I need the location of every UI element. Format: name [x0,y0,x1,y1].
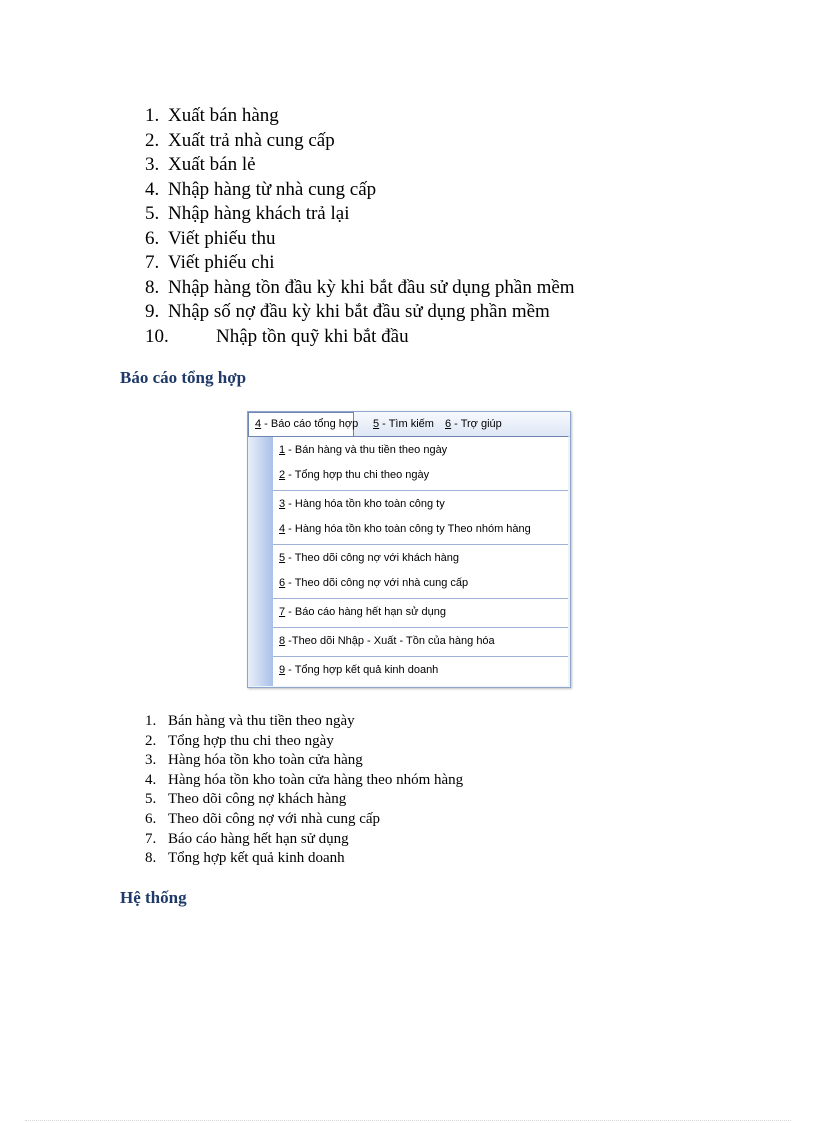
menu-item-sales-by-day[interactable]: 1 - Bán hàng và thu tiền theo ngày [279,444,448,456]
menu-item-cash-summary[interactable]: 2 - Tổng hợp thu chi theo ngày [279,469,430,481]
reports-menu-screenshot [247,411,571,688]
list-item: 3. Xuất bán lẻ [145,154,256,175]
section-heading-system: Hệ thống [120,888,187,907]
menu-separator [273,598,568,599]
menu-separator [273,656,568,657]
reports-dropdown [248,436,568,686]
list-item: 8. Nhập hàng tồn đầu kỳ khi bắt đầu sử dụng phần mềm [145,276,575,298]
menu-separator [273,627,568,628]
menu-item-business-results[interactable]: 9 - Tổng hợp kết quả kinh doanh [279,664,439,676]
list-item: 5. Nhập hàng khách trả lại [145,203,350,224]
menu-separator [273,490,568,491]
menu-reports[interactable]: 4 - Báo cáo tổng hợp [248,412,354,436]
list-item: 7. Viết phiếu chi [145,252,275,273]
menu-item-expired-goods[interactable]: 7 - Báo cáo hàng hết hạn sử dụng [279,606,446,618]
menu-separator [273,544,568,545]
menu-item-stock-movement[interactable]: 8 -Theo dõi Nhập - Xuất - Tồn của hàng hóa [279,635,495,647]
list-item: 2. Xuất trả nhà cung cấp [145,129,335,151]
list-item: 6. Theo dõi công nợ với nhà cung cấp [145,810,381,827]
transaction-list [145,104,575,349]
menu-bar [248,412,570,437]
menu-item-inventory-by-group[interactable]: 4 - Hàng hóa tồn kho toàn công ty Theo nhóm hàng [279,523,531,535]
menu-gutter [248,437,273,686]
section-heading-reports: Báo cáo tổng hợp [120,368,247,387]
reports-list [145,712,463,869]
list-item: 4. Nhập hàng từ nhà cung cấp [145,178,377,200]
menu-help[interactable]: 6 - Trợ giúp [445,418,502,430]
page-bottom-rule [25,1120,791,1121]
list-item: 8. Tổng hợp kết quả kinh doanh [145,850,345,867]
list-item: 9. Nhập số nợ đầu kỳ khi bắt đầu sử dụng phần mềm [145,301,550,322]
menu-item-supplier-debt[interactable]: 6 - Theo dõi công nợ với nhà cung cấp [279,577,469,589]
list-item: 1. Xuất bán hàng [145,105,279,126]
list-item: 4. Hàng hóa tồn kho toàn cửa hàng theo nhóm hàng [145,771,464,788]
list-item: 3. Hàng hóa tồn kho toàn cửa hàng [145,752,363,769]
menu-search[interactable]: 5 - Tìm kiếm [373,418,434,430]
menu-item-customer-debt[interactable]: 5 - Theo dõi công nợ với khách hàng [279,552,459,564]
menu-item-inventory[interactable]: 3 - Hàng hóa tồn kho toàn công ty [279,498,445,510]
list-item: 2. Tổng hợp thu chi theo ngày [145,732,334,749]
list-item: 1. Bán hàng và thu tiền theo ngày [145,713,355,729]
list-item: 10. Nhập tồn quỹ khi bắt đầu [145,325,409,347]
list-item: 5. Theo dõi công nợ khách hàng [145,791,347,808]
list-item: 7. Báo cáo hàng hết hạn sử dụng [145,830,349,847]
list-item: 6. Viết phiếu thu [145,227,276,249]
